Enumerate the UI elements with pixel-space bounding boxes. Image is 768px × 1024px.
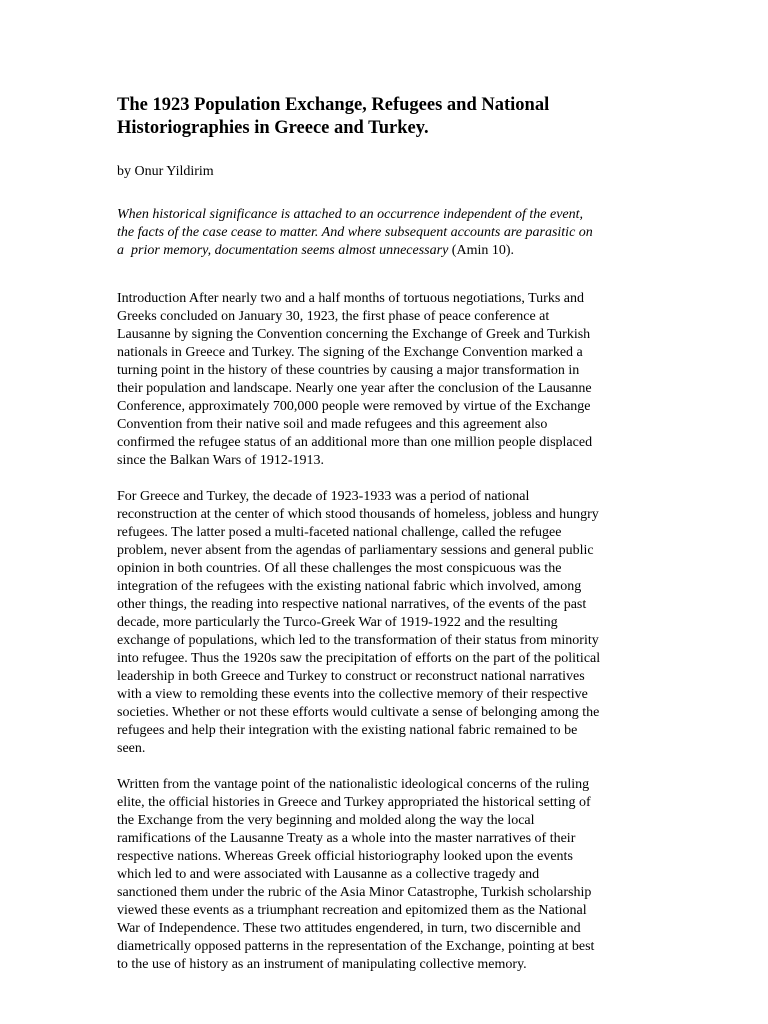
paragraph-line: seen. xyxy=(117,741,146,756)
paragraph-line: societies. Whether or not these efforts would cultivate a sense of belonging among the xyxy=(117,705,600,720)
paragraph-line: to the use of history as an instrument of manipulating collective memory. xyxy=(117,957,527,972)
paragraph-line: into refugee. Thus the 1920s saw the precipitation of efforts on the part of the political xyxy=(117,651,601,666)
document-page xyxy=(117,94,657,974)
paragraph-line: Introduction After nearly two and a half months of tortuous negotiations, Turks and xyxy=(117,291,584,306)
author-byline: by Onur Yildirim xyxy=(117,164,214,179)
paragraph-line: with a view to remolding these events into the collective memory of their respective xyxy=(117,687,588,702)
paragraph-line: War of Independence. These two attitudes engendered, in turn, two discernible and xyxy=(117,921,581,936)
paragraph-line: the Exchange from the very beginning and molded along the way the local xyxy=(117,813,535,828)
paragraph-line: since the Balkan Wars of 1912-1913. xyxy=(117,453,325,468)
epigraph-line xyxy=(117,224,657,242)
epigraph-quote xyxy=(117,206,657,260)
body-paragraph-introduction xyxy=(117,290,657,470)
paragraph-line: refugees and help their integration with the existing national fabric remained to be xyxy=(117,723,578,738)
paragraph-line: Lausanne by signing the Convention concerning the Exchange of Greek and Turkish xyxy=(117,327,591,342)
epigraph-line xyxy=(117,242,657,260)
paragraph-line: turning point in the history of these countries by causing a major transformation in xyxy=(117,363,580,378)
paragraph-line: Convention from their native soil and made refugees and this agreement also xyxy=(117,417,548,432)
paragraph-line: which led to and were associated with Lausanne as a collective tragedy and xyxy=(117,867,540,882)
title-line: The 1923 Population Exchange, Refugees and National xyxy=(117,95,550,115)
epigraph-italic-text: When historical significance is attached to an occurrence independent of the event, xyxy=(117,207,584,222)
paragraph-line: decade, more particularly the Turco-Greek War of 1919-1922 and the resulting xyxy=(117,615,558,630)
epigraph-italic-text: a prior memory, documentation seems almost unnecessary xyxy=(117,243,449,258)
paragraph-line: other things, the reading into respective national narratives, of the events of the past xyxy=(117,597,587,612)
paragraph-line: sanctioned them under the rubric of the Asia Minor Catastrophe, Turkish scholarship xyxy=(117,885,592,900)
body-paragraph-historiography xyxy=(117,776,657,974)
paragraph-line: exchange of populations, which led to the transformation of their status from minority xyxy=(117,633,599,648)
paragraph-line: refugees. The latter posed a multi-faceted national challenge, called the refugee xyxy=(117,525,562,540)
paragraph-line: problem, never absent from the agendas of parliamentary sessions and general public xyxy=(117,543,594,558)
title-line: Historiographies in Greece and Turkey. xyxy=(117,118,429,138)
paragraph-line: diametrically opposed patterns in the representation of the Exchange, pointing at best xyxy=(117,939,595,954)
paragraph-line: For Greece and Turkey, the decade of 1923-1933 was a period of national xyxy=(117,489,530,504)
paragraph-line: Written from the vantage point of the nationalistic ideological concerns of the ruling xyxy=(117,777,590,792)
epigraph-citation: (Amin 10). xyxy=(448,243,515,258)
paragraph-line: respective nations. Whereas Greek official historiography looked upon the events xyxy=(117,849,573,864)
paragraph-line: opinion in both countries. Of all these challenges the most conspicuous was the xyxy=(117,561,562,576)
paragraph-line: elite, the official histories in Greece and Turkey appropriated the historical setting of xyxy=(117,795,591,810)
epigraph-line xyxy=(117,206,657,224)
paragraph-line: ramifications of the Lausanne Treaty as a whole into the master narratives of their xyxy=(117,831,576,846)
paragraph-line: confirmed the refugee status of an additional more than one million people displaced xyxy=(117,435,593,450)
paragraph-line: Greeks concluded on January 30, 1923, the first phase of peace conference at xyxy=(117,309,550,324)
paragraph-line: nationals in Greece and Turkey. The signing of the Exchange Convention marked a xyxy=(117,345,583,360)
paragraph-line: integration of the refugees with the existing national fabric which involved, among xyxy=(117,579,582,594)
paragraph-line: Conference, approximately 700,000 people were removed by virtue of the Exchange xyxy=(117,399,591,414)
paragraph-line: reconstruction at the center of which stood thousands of homeless, jobless and hungry xyxy=(117,507,599,522)
body-paragraph-reconstruction xyxy=(117,488,657,758)
paragraph-line: viewed these events as a triumphant recreation and epitomized them as the National xyxy=(117,903,587,918)
epigraph-italic-text: the facts of the case cease to matter. And where subsequent accounts are parasitic on xyxy=(117,225,593,240)
document-title xyxy=(117,94,657,140)
paragraph-line: leadership in both Greece and Turkey to construct or reconstruct national narratives xyxy=(117,669,585,684)
paragraph-line: their population and landscape. Nearly one year after the conclusion of the Lausanne xyxy=(117,381,592,396)
